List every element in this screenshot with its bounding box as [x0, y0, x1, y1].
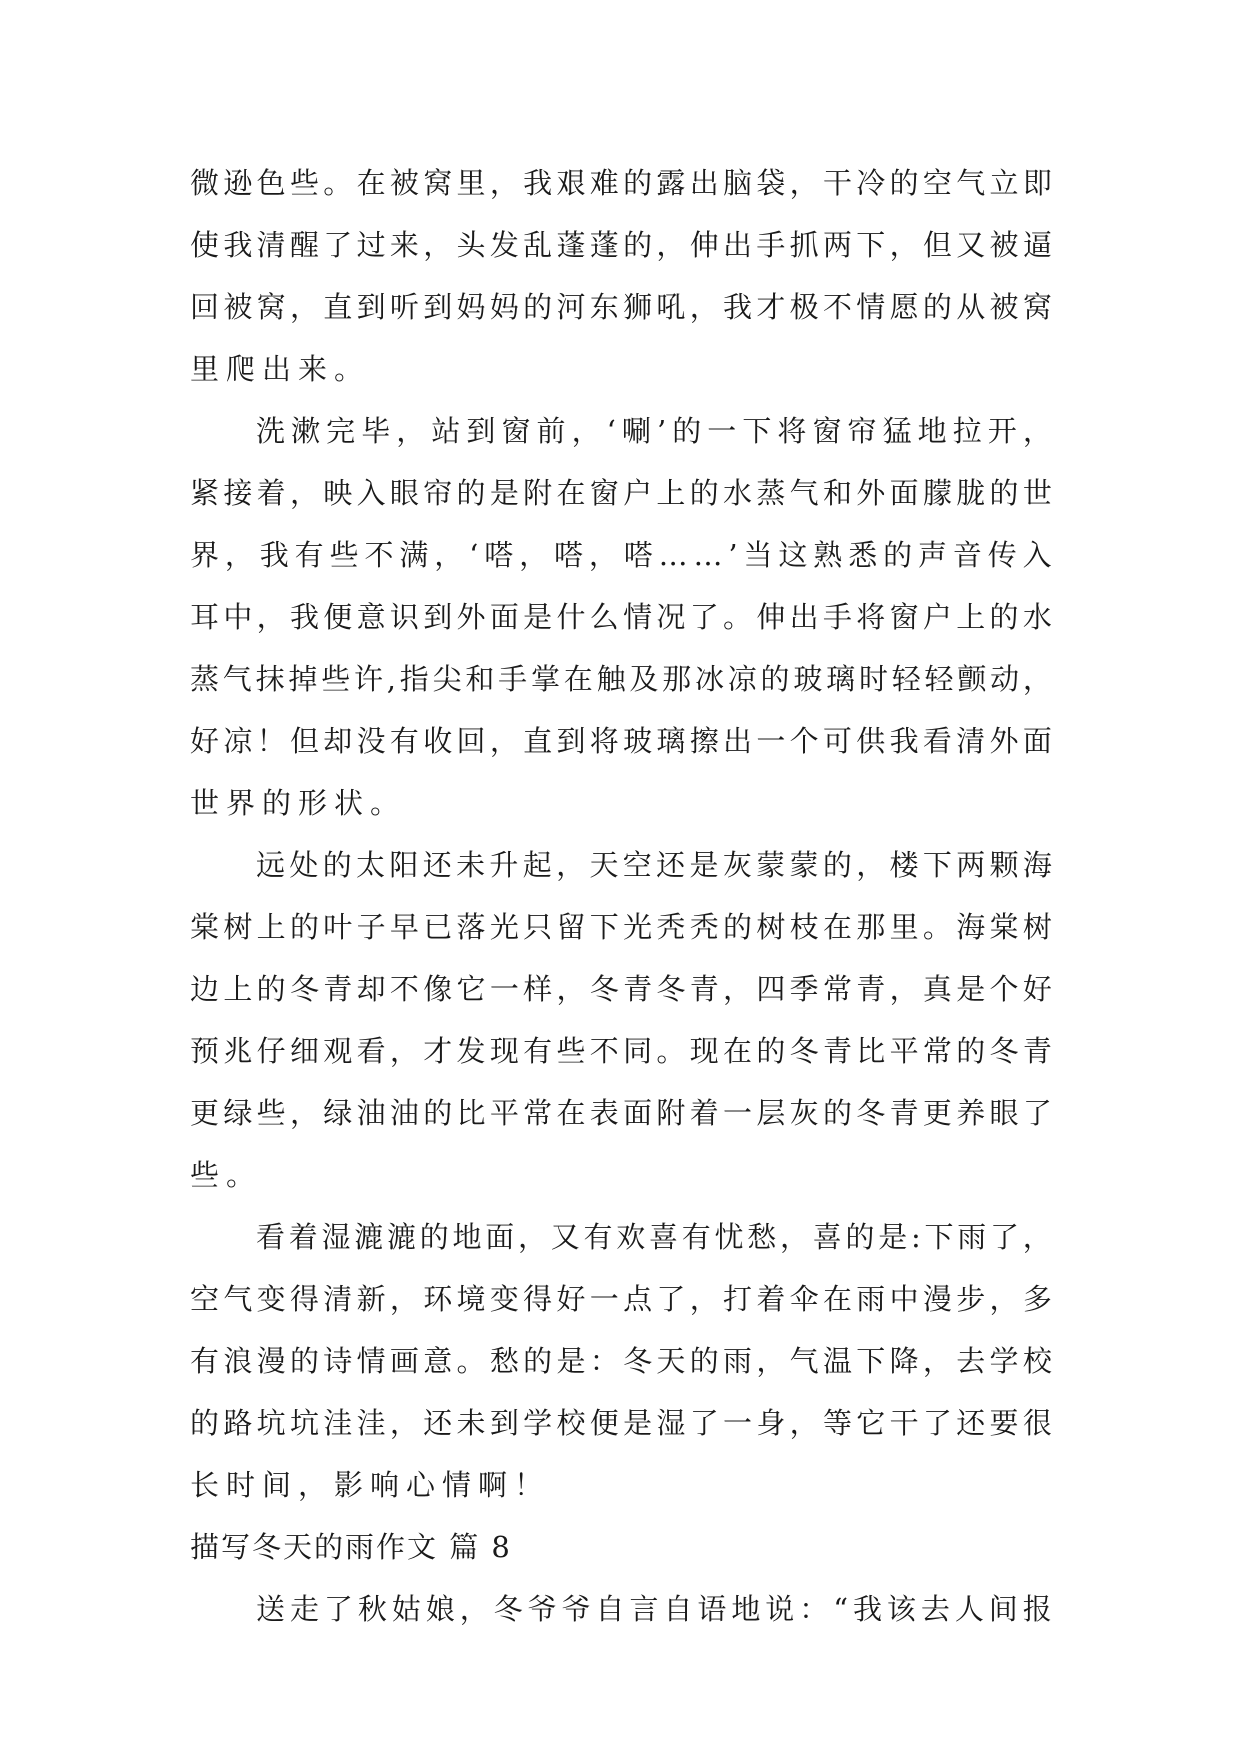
text-line: 棠 树 上 的 叶 子 早 已 落 光 只 留 下 光 秃 秃 的 树 枝 在 那 里 。 海 棠 树: [190, 910, 1052, 944]
text-line: 空 气 变 得 清 新 ， 环 境 变 得 好 一 点 了 ， 打 着 伞 在 雨 中 漫 步 ， 多: [190, 1282, 1052, 1316]
text-line: 些。: [190, 1158, 263, 1192]
text-line: 的 路 坑 坑 洼 洼 ， 还 未 到 学 校 便 是 湿 了 一 身 ， 等 它 干 了 还 要 很: [190, 1406, 1052, 1440]
text-line: 预 兆 仔 细 观 看 ， 才 发 现 有 些 不 同 。 现 在 的 冬 青 比 平 常 的 冬 青: [190, 1034, 1052, 1068]
text-line: 送 走 了 秋 姑 娘 ， 冬 爷 爷 自 言 自 语 地 说 ： “ 我 该 去 人 间 报: [256, 1592, 1052, 1626]
text-line: 边 上 的 冬 青 却 不 像 它 一 样 ， 冬 青 冬 青 ， 四 季 常 青 ， 真 是 个 好: [190, 972, 1052, 1006]
text-line: 长时间，影响心情啊！: [190, 1468, 551, 1502]
text-line: 紧 接 着 ， 映 入 眼 帘 的 是 附 在 窗 户 上 的 水 蒸 气 和 外 面 朦 胧 的 世: [190, 476, 1052, 510]
text-line: 界 ， 我 有 些 不 满 ， ‘ 嗒 ， 嗒 ， 嗒 … … ’ 当 这 熟 悉 的 声 音 传 入: [190, 538, 1052, 572]
paragraph: [190, 400, 1052, 834]
paragraph: [190, 152, 1052, 400]
text-line: 世界的形状。: [190, 786, 407, 820]
document-page: [190, 152, 1052, 1640]
text-line: 微 逊 色 些 。 在 被 窝 里 ， 我 艰 难 的 露 出 脑 袋 ， 干 冷 的 空 气 立 即: [190, 166, 1052, 200]
final-paragraph: [190, 1578, 1052, 1640]
article-body: [190, 152, 1052, 1516]
paragraph: [190, 834, 1052, 1206]
text-line: 好 凉 ！ 但 却 没 有 收 回 ， 直 到 将 玻 璃 擦 出 一 个 可 供 我 看 清 外 面: [190, 724, 1052, 758]
text-line: 更 绿 些 ， 绿 油 油 的 比 平 常 在 表 面 附 着 一 层 灰 的 冬 青 更 养 眼 了: [190, 1096, 1052, 1130]
text-line: 蒸 气 抹 掉 些 许 , 指 尖 和 手 掌 在 触 及 那 冰 凉 的 玻 璃 时 轻 轻 颤 动 ，: [190, 662, 1052, 696]
text-line: 洗 漱 完 毕 ， 站 到 窗 前 ， ‘ 唰 ’ 的 一 下 将 窗 帘 猛 地 拉 开 ，: [256, 414, 1052, 448]
text-line: 看 着 湿 漉 漉 的 地 面 ， 又 有 欢 喜 有 忧 愁 ， 喜 的 是 : 下 雨 了 ，: [256, 1220, 1052, 1254]
section-heading: 描写冬天的雨作文 篇 8: [190, 1530, 512, 1564]
text-line: 有 浪 漫 的 诗 情 画 意 。 愁 的 是 ： 冬 天 的 雨 ， 气 温 下 降 ， 去 学 校: [190, 1344, 1052, 1378]
text-line: 回 被 窝 ， 直 到 听 到 妈 妈 的 河 东 狮 吼 ， 我 才 极 不 情 愿 的 从 被 窝: [190, 290, 1052, 324]
paragraph: [190, 1578, 1052, 1640]
text-line: 使 我 清 醒 了 过 来 ， 头 发 乱 蓬 蓬 的 ， 伸 出 手 抓 两 下 ， 但 又 被 逼: [190, 228, 1052, 262]
text-line: 耳 中 ， 我 便 意 识 到 外 面 是 什 么 情 况 了 。 伸 出 手 将 窗 户 上 的 水: [190, 600, 1052, 634]
text-line: 远 处 的 太 阳 还 未 升 起 ， 天 空 还 是 灰 蒙 蒙 的 ， 楼 下 两 颗 海: [256, 848, 1052, 882]
paragraph: [190, 1206, 1052, 1516]
text-line: 里爬出来。: [190, 352, 371, 386]
